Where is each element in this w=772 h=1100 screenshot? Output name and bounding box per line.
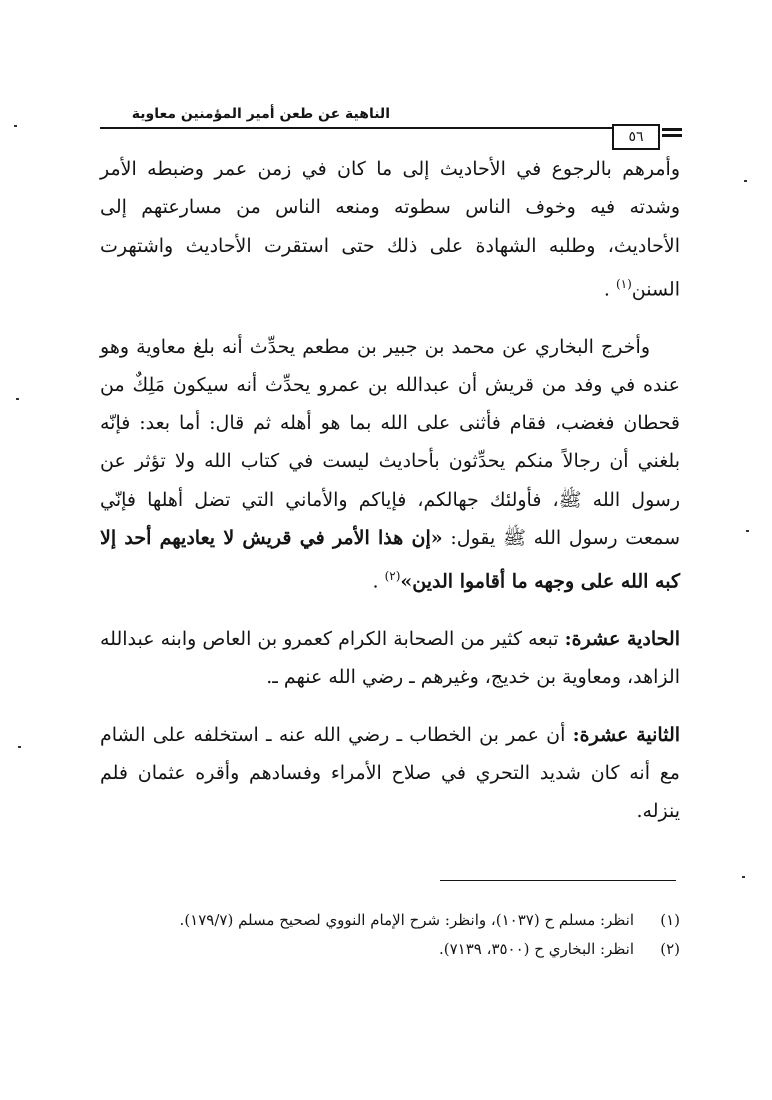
footnote-1-number: (١) bbox=[660, 911, 680, 929]
point-eleven-heading: الحادية عشرة: bbox=[564, 627, 681, 650]
paragraph-2-text: وأخرج البخاري عن محمد بن جبير بن مطعم يحدِّث أنه بلغ معاوية وهو عنده في وفد من قريش أن عبدالله بن عمرو يحدِّث أنه سيكون مَلِكٌ من قحطان فغضب، فقام فأثنى على الله بما هو أهله ثم قال: أما بعد: فإنّه بلغني أن رجالاً منكم يحدِّثون بأحاديث ليست في كتاب الله ولا تؤثر عن رسول الله ﷺ، فأولئك جهالكم، فإياكم والأماني التي تضل أهلها فإنّي سمعت رسول الله ﷺ يقول: bbox=[100, 335, 680, 549]
paragraph-1-text: وأمرهم بالرجوع في الأحاديث إلى ما كان في زمن عمر وضبطه الأمر وشدته فيه وخوف الناس سطوته ومنعه الناس من مسارعتهم إلى الأحاديث، وطلبه الشهادة على ذلك حتى استقرت الأحاديث واشتهرت السنن bbox=[100, 158, 680, 301]
point-twelve-heading: الثانية عشرة: bbox=[572, 723, 681, 746]
footnote-2 bbox=[104, 935, 680, 964]
paragraph-3 bbox=[100, 620, 680, 697]
footnote-1-text: انظر: مسلم ح (١٠٣٧)، وانظر: شرح الإمام النووي لصحيح مسلم (١٧٩/٧). bbox=[179, 911, 634, 929]
running-title: الناهية عن طعن أمير المؤمنين معاوية bbox=[131, 106, 390, 122]
footnote-2-text: انظر: البخاري ح (٣٥٠٠، ٧١٣٩). bbox=[438, 940, 634, 958]
scan-speck bbox=[18, 746, 21, 748]
footnote-2-number: (٢) bbox=[660, 940, 680, 958]
scan-speck bbox=[742, 876, 745, 878]
scan-speck bbox=[746, 530, 749, 532]
header-bars-ornament bbox=[662, 128, 682, 140]
paragraph-2: وأخرج البخاري عن محمد بن جبير بن مطعم يحدِّث أنه بلغ معاوية وهو عنده في وفد من قريش أن عبدالله بن عمرو يحدِّث أنه سيكون مَلِكٌ من قحطان فغضب، فقام فأثنى على الله بما هو أهله ثم قال: أما بعد: فإنّه بلغني أن رجالاً منكم يحدِّثون بأحاديث ليست في كتاب الله ولا تؤثر عن رسول الله ﷺ، فأولئك جهالكم، فإياكم والأماني التي تضل أهلها فإنّي سمعت رسول الله ﷺ يقول: «إن هذا الأمر في قريش لا يعاديهم أحد إلا كبه الله على وجهه ما أقاموا الدين»$^{(٢)}$ . bbox=[100, 335, 680, 593]
scan-speck bbox=[16, 398, 19, 400]
paragraph-3-text: تبعه كثير من الصحابة الكرام كعمرو بن العاص وابنه عبدالله الزاهد، ومعاوية بن خديج، وغيرهم ـ رضي الله عنهم ـ. bbox=[100, 627, 680, 689]
header-rule bbox=[100, 127, 636, 129]
paragraph-4 bbox=[100, 716, 680, 831]
scan-speck bbox=[744, 180, 747, 182]
footnote-1 bbox=[104, 906, 680, 935]
footnote-ref-1: (١) bbox=[615, 276, 632, 291]
scan-speck bbox=[14, 125, 17, 127]
hadith-quote: «إن هذا الأمر في قريش لا يعاديهم أحد إلا كبه الله على وجهه ما أقاموا الدين» bbox=[100, 527, 680, 593]
page-number: ٥٦ bbox=[612, 124, 660, 150]
footnote-ref-2: (٢) bbox=[384, 569, 401, 584]
paragraph-1: وأمرهم بالرجوع في الأحاديث إلى ما كان في زمن عمر وضبطه الأمر وشدته فيه وخوف الناس سطوته ومنعه الناس من مسارعتهم إلى الأحاديث، وطلبه الشهادة على ذلك حتى استقرت الأحاديث واشتهرت السنن$^{(١)}$ . bbox=[100, 158, 680, 301]
main-text bbox=[100, 150, 680, 830]
paragraph-4-text: أن عمر بن الخطاب ـ رضي الله عنه ـ استخلفه على الشام مع أنه كان شديد التحري في صلاح الأمراء وفسادهم وأقره عثمان فلم ينزله. bbox=[100, 723, 680, 823]
footnote-separator bbox=[440, 880, 676, 881]
footnotes bbox=[104, 906, 680, 964]
